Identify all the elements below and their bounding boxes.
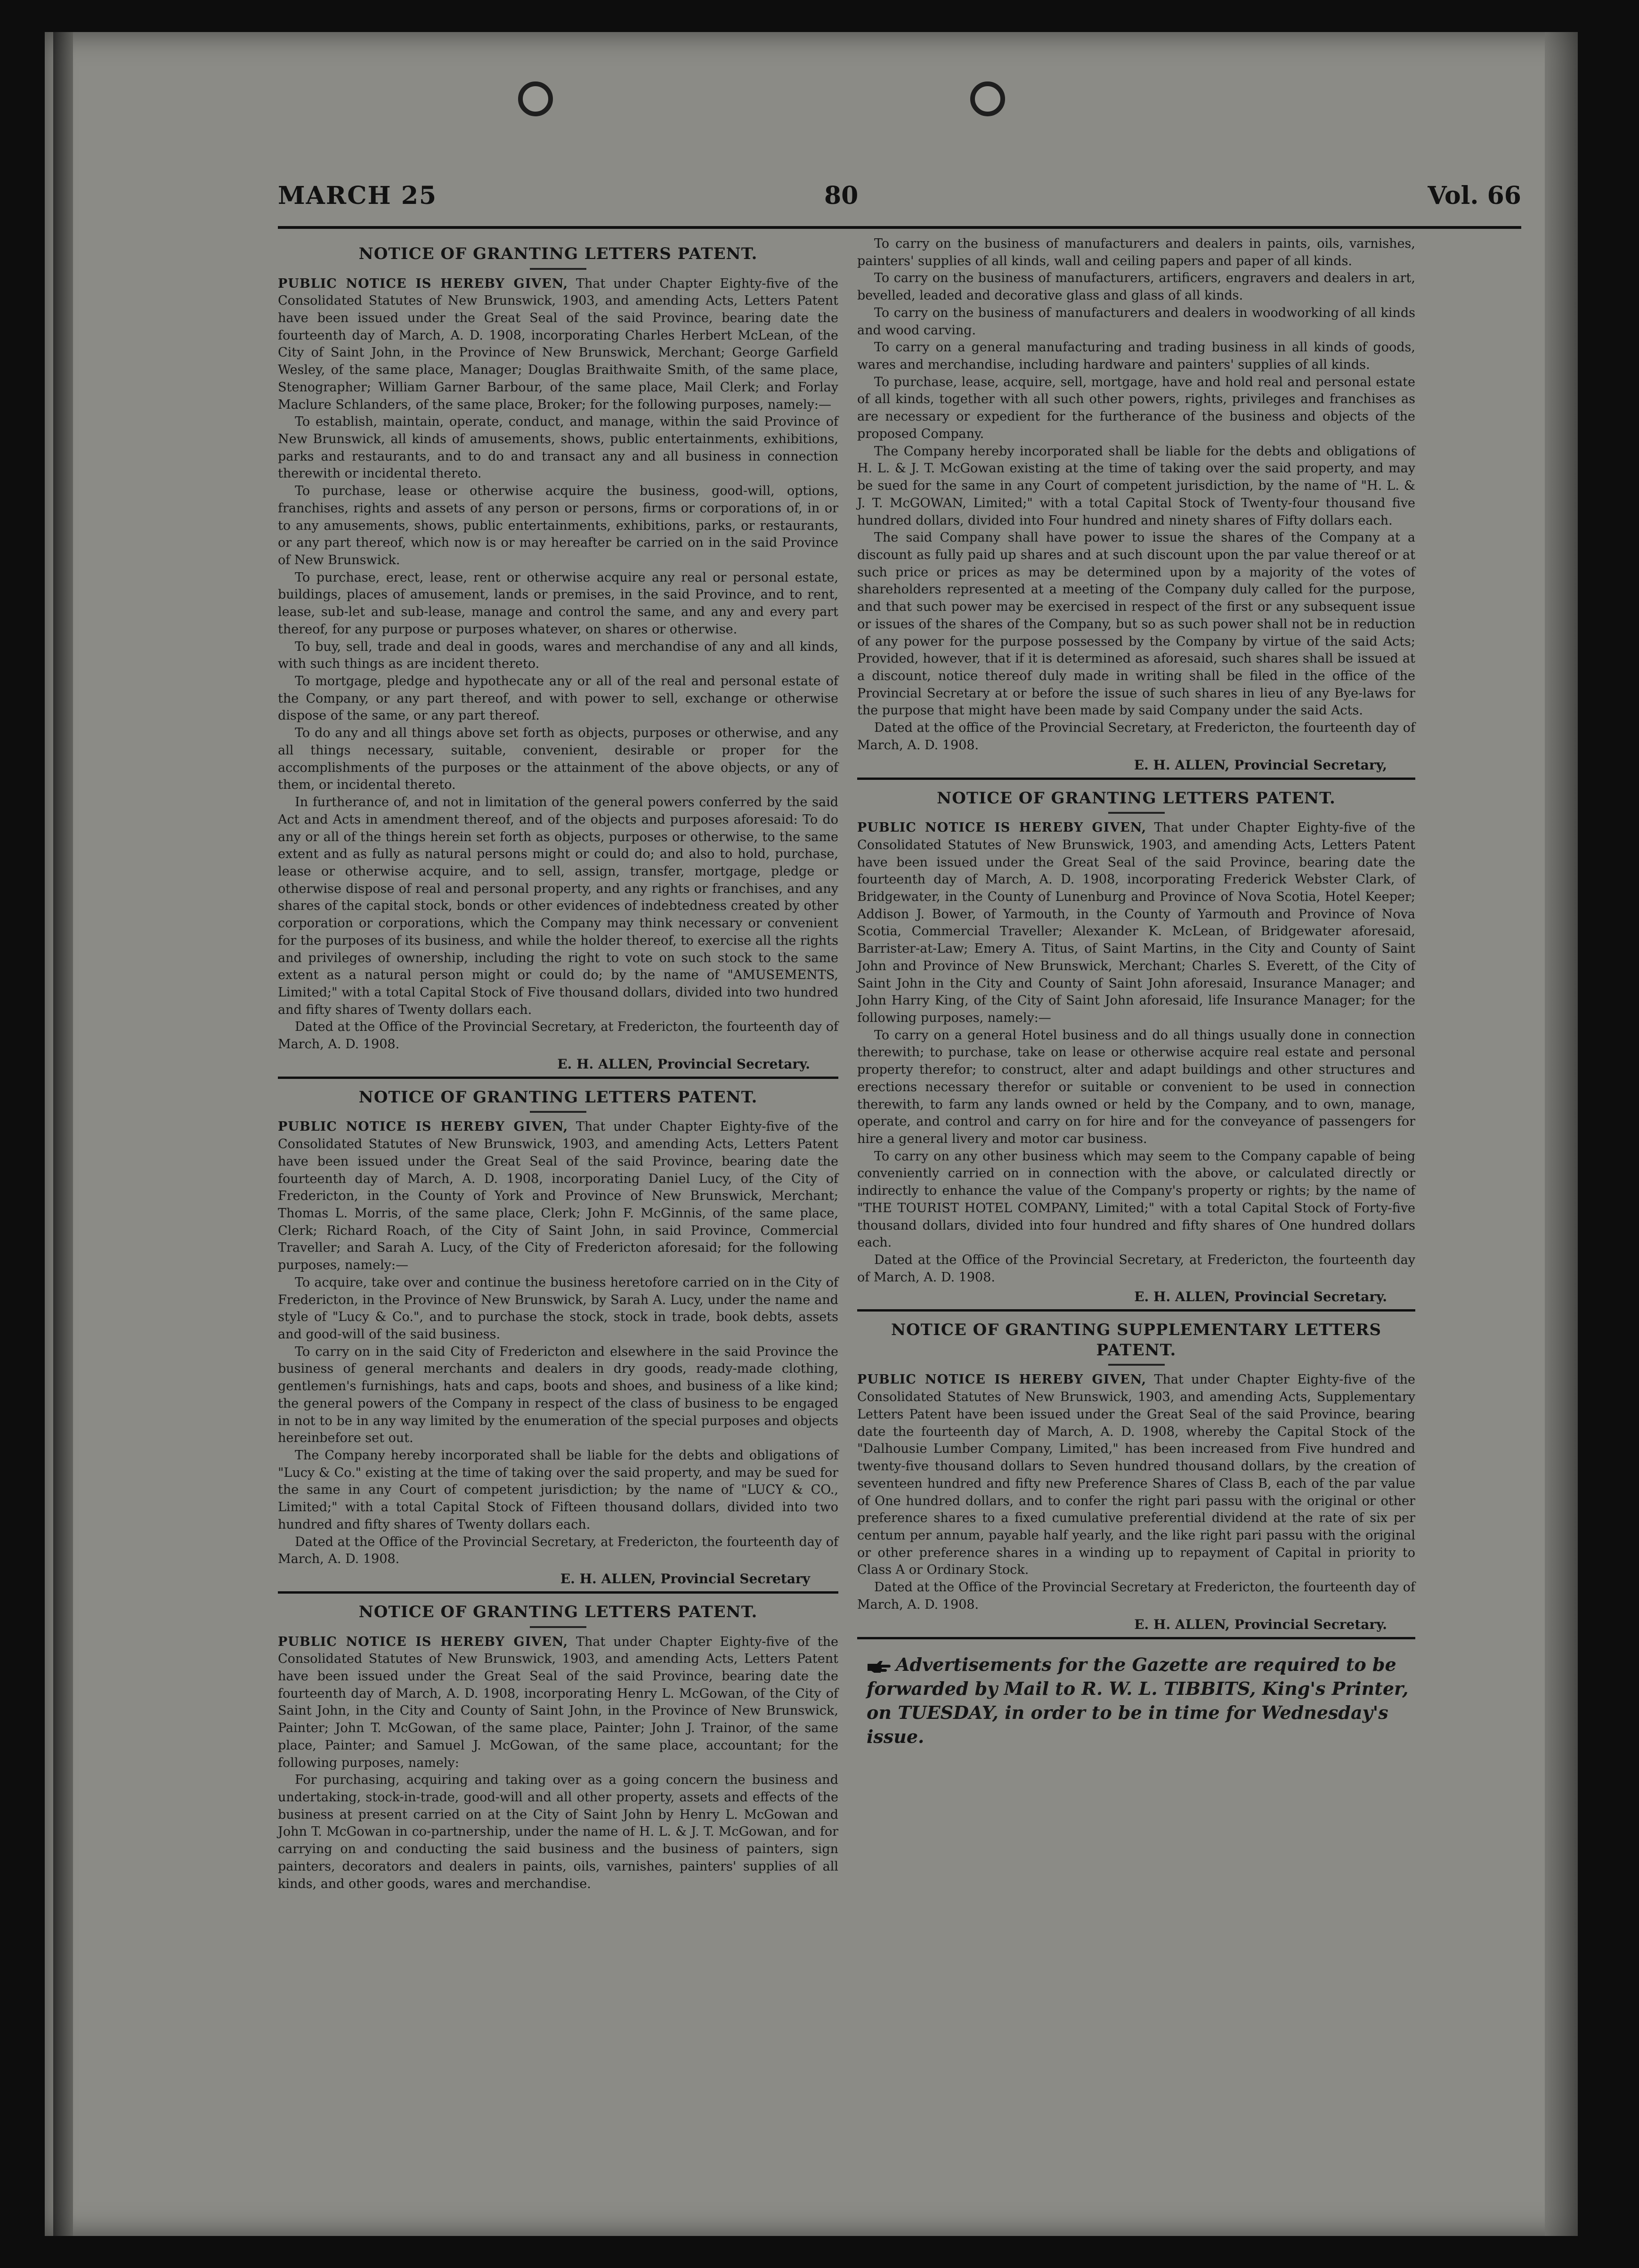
notice-paragraph: To purchase, lease, acquire, sell, mortgage, have and hold real and personal estate of all kinds, together with all such other powers, rights, privileges and franchises as are necessary or expedient for the furtherance of the business and objects of the proposed Company.	[857, 374, 1415, 441]
notice-title: NOTICE OF GRANTING SUPPLEMENTARY LETTERS PATENT.	[891, 1320, 1382, 1360]
section-divider	[278, 1591, 838, 1594]
binding-hole	[518, 81, 553, 116]
notice-lead: PUBLIC NOTICE IS HEREBY GIVEN,	[278, 1119, 568, 1134]
notice-paragraph: The said Company shall have power to issue the shares of the Company at a discount as fully paid up shares and at such discount upon the par value thereof or at such price or prices as may be determined upon by a majority of the votes of shareholders represented at a meeting of the Company duly called for the purpose, and that such power may be exercised in respect of the first or any subsequent issue or issues of the shares of the Company, but so as such power shall not be in reduction of any power for the purpose possessed by the Company by virtue of the said Acts; Provided, however, that if it is determined as aforesaid, such shares shall be issued at a discount, notice thereof duly made in writing shall be filed in the office of the Provincial Secretary at or before the issue of such shares in lieu of any Bye-laws for the purpose that might have been made by said Company under the said Acts.	[857, 530, 1415, 718]
section-divider	[857, 778, 1415, 780]
notice-paragraph: To establish, maintain, operate, conduct, and manage, within the said Province of New Brunswick, all kinds of amusements, shows, public entertainments, exhibitions, parks and restaurants, and to do and transact any and all business in connection therewith or incidental thereto.	[278, 414, 838, 481]
title-rule	[1108, 812, 1165, 814]
notice-paragraph: To mortgage, pledge and hypothecate any or all of the real and personal estate of the Company, or any part thereof, and with power to sell, exchange or otherwise dispose of the same, or any part thereof.	[278, 674, 838, 723]
notice-paragraph: To carry on the business of manufacturers, artificers, engravers and dealers in art, bevelled, leaded and decorative glass and glass of all kinds.	[857, 271, 1415, 303]
pointing-hand-icon	[867, 1658, 891, 1674]
notice-paragraph: PUBLIC NOTICE IS HEREBY GIVEN, That under Chapter Eighty-five of the Consolidated Statutes of New Brunswick, 1903, and amending Acts, Letters Patent have been issued under the Great Seal of the said Province, bearing date the fourteenth day of March, A. D. 1908, incorporating Henry L. McGowan, of the City of Saint John, in the City and County of Saint John, in the Province of New Brunswick, Painter; John T. McGowan, of the same place, Painter; John J. Trainor, of the same place, Painter; and Samuel J. McGowan, of the same place, accountant; for the following purposes, namely:	[278, 1634, 838, 1770]
notice-tourist-hotel	[857, 788, 1415, 1305]
notice-lead: PUBLIC NOTICE IS HEREBY GIVEN,	[278, 276, 568, 291]
notice-paragraph: To acquire, take over and continue the business heretofore carried on in the City of Fredericton, in the Province of New Brunswick, by Sarah A. Lucy, under the name and style of "Lucy & Co.", and to purchase the stock, stock in trade, book debts, assets and good-will of the said business.	[278, 1275, 838, 1342]
notice-paragraph: To purchase, erect, lease, rent or otherwise acquire any real or personal estate, buildings, places of amusement, lands or premises, in the said Province, and to rent, lease, sub-let and sub-lease, manage and control the same, and any and every part thereof, for any purpose or purposes whatever, on shares or otherwise.	[278, 570, 838, 637]
title-rule	[530, 268, 586, 270]
notice-title: NOTICE OF GRANTING LETTERS PATENT.	[937, 788, 1336, 808]
notice-paragraph: PUBLIC NOTICE IS HEREBY GIVEN, That under Chapter Eighty-five of the Consolidated Statutes of New Brunswick, 1903, and amending Acts, Letters Patent have been issued under the Great Seal of the said Province, bearing date the fourteenth day of March, A. D. 1908, incorporating Charles Herbert McLean, of the City of Saint John, in the Province of New Brunswick, Merchant; George Garfield Wesley, of the same place, Manager; Douglas Braithwaite Smith, of the same place, Stenographer; William Garner Barbour, of the same place, Mail Clerk; and Forlay Maclure Schlanders, of the same place, Broker; for the following purposes, namely:—	[278, 276, 838, 412]
advertisement-text: Advertisements for the Gazette are required to be forwarded by Mail to R. W. L. TIBBITS, King's Printer, on TUESDAY, in order to be in time for Wednesday's issue.	[867, 1653, 1409, 1748]
title-rule	[1108, 1364, 1165, 1366]
notice-paragraph: Dated at the Office of the Provincial Secretary, at Fredericton, the fourteenth day of March, A. D. 1908.	[278, 1534, 838, 1567]
notice-lead: PUBLIC NOTICE IS HEREBY GIVEN,	[278, 1634, 568, 1649]
notice-paragraph: For purchasing, acquiring and taking over as a going concern the business and undertaking, stock-in-trade, good-will and all other property, assets and effects of the business at present carried on at the City of Saint John by Henry L. McGowan and John T. McGowan in co-partnership, under the name of H. L. & J. T. McGowan, and for carrying on and conducting the said business and the business of painters, sign painters, decorators and dealers in paints, oils, varnishes, painters' supplies of all kinds, and other goods, wares and merchandise.	[278, 1773, 838, 1891]
notice-paragraph: Dated at the Office of the Provincial Secretary, at Fredericton, the fourteenth day of March, A. D. 1908.	[278, 1020, 838, 1052]
section-divider	[278, 1077, 838, 1079]
notice-mcgowan	[278, 1602, 838, 1893]
advertisement-notice	[857, 1652, 1415, 1749]
notice-signature: E. H. ALLEN, Provincial Secretary.	[1134, 1289, 1387, 1305]
notice-paragraph: PUBLIC NOTICE IS HEREBY GIVEN, That under Chapter Eighty-five of the Consolidated Statutes of New Brunswick, 1903, and amending Acts, Supplementary Letters Patent have been issued under the Great Seal of the said Province, bearing date the fourteenth day of March, A. D. 1908, whereby the Capital Stock of the "Dalhousie Lumber Company, Limited," has been increased from Five hundred and twenty-five thousand dollars to Seven hundred thousand dollars, by the creation of seventeen hundred and fifty new Preference Shares of Class B, each of the par value of One hundred dollars, and to confer the right pari passu with the original or other preference shares to a fixed cumulative preferential dividend at the rate of six per centum per annum, payable half yearly, and the like right pari passu with the original or other preference shares in a winding up to repayment of Capital in priority to Class A or Ordinary Stock.	[857, 1372, 1415, 1578]
notice-signature: E. H. ALLEN, Provincial Secretary.	[1134, 1616, 1387, 1632]
section-divider	[857, 1309, 1415, 1312]
notice-paragraph: Dated at the office of the Provincial Secretary, at Fredericton, the fourteenth day of March, A. D. 1908.	[857, 721, 1415, 753]
notice-paragraph: To carry on in the said City of Fredericton and elsewhere in the said Province the business of general merchants and dealers in dry goods, ready-made clothing, gentlemen's furnishings, hats and caps, boots and shoes, and business of a like kind; the general powers of the Company in respect of the class of business to be engaged in not to be in any way limited by the enumeration of the special purposes and objects hereinbefore set out.	[278, 1344, 838, 1446]
notice-paragraph: To carry on any other business which may seem to the Company capable of being conveniently carried on in connection with the above, or calculated directly or indirectly to enhance the value of the Company's property or rights; by the name of "THE TOURIST HOTEL COMPANY, Limited;" with a total Capital Stock of Forty-five thousand dollars, divided into four hundred and fifty shares of One hundred dollars each.	[857, 1149, 1415, 1250]
notice-lead: PUBLIC NOTICE IS HEREBY GIVEN,	[857, 1372, 1147, 1387]
notice-title: NOTICE OF GRANTING LETTERS PATENT.	[358, 244, 758, 263]
notice-paragraph: To do any and all things above set forth as objects, purposes or otherwise, and any all things necessary, suitable, convenient, desirable or proper for the accomplishments of the purposes or the attainment of the above objects, or any of them, or incidental thereto.	[278, 726, 838, 793]
notice-paragraph: Dated at the Office of the Provincial Secretary, at Fredericton, the fourteenth day of March, A. D. 1908.	[857, 1253, 1415, 1285]
title-rule	[530, 1111, 586, 1113]
notice-title: NOTICE OF GRANTING LETTERS PATENT.	[358, 1087, 758, 1107]
volume-number: Vol. 66	[1428, 181, 1521, 210]
notice-title: NOTICE OF GRANTING LETTERS PATENT.	[358, 1603, 758, 1622]
notice-paragraph: To carry on the business of manufacturers and dealers in woodworking of all kinds and wood carving.	[857, 305, 1415, 338]
notice-paragraph: In furtherance of, and not in limitation of the general powers conferred by the said Act and Acts in amendment thereof, and of the objects and purposes aforesaid: To do any or all of the things herein set forth as objects, purposes or otherwise, to the same extent and as fully as natural persons might or could do; and also to hold, purchase, lease or otherwise acquire, and to sell, assign, transfer, mortgage, pledge or otherwise dispose of real and personal property, and any rights or franchises, and any shares of the capital stock, bonds or other evidences of indebtedness created by other corporation or corporations, which the Company may think necessary or convenient for the purposes of its business, and while the holder thereof, to exercise all the rights and privileges of ownership, including the right to vote on such stock to the same extent as a natural person might or could do; by the name of "AMUSEMENTS, Limited;" with a total Capital Stock of Five thousand dollars, divided into two hundred and fifty shares of Twenty dollars each.	[278, 795, 838, 1017]
notice-lead: PUBLIC NOTICE IS HEREBY GIVEN,	[857, 820, 1147, 835]
notice-paragraph: To carry on a general manufacturing and trading business in all kinds of goods, wares and merchandise, including hardware and painters' supplies of all kinds.	[857, 340, 1415, 373]
notice-paragraph: PUBLIC NOTICE IS HEREBY GIVEN, That under Chapter Eighty-five of the Consolidated Statutes of New Brunswick, 1903, and amending Acts, Letters Patent have been issued under the Great Seal of the said Province, bearing date the fourteenth day of March, A. D. 1908, incorporating Daniel Lucy, of the City of Fredericton, in the County of York and Province of New Brunswick, Merchant; Thomas L. Morris, of the same place, Clerk; John F. McGinnis, of the same place, Clerk; Richard Roach, of the City of Saint John, in said Province, Commercial Traveller; and Sarah A. Lucy, of the City of Fredericton aforesaid; for the following purposes, namely:—	[278, 1119, 838, 1273]
notice-paragraph: To buy, sell, trade and deal in goods, wares and merchandise of any and all kinds, with such things as are incident thereto.	[278, 639, 838, 672]
notice-signature: E. H. ALLEN, Provincial Secretary.	[557, 1056, 810, 1072]
page-edge-left	[53, 32, 73, 2236]
notice-paragraph: PUBLIC NOTICE IS HEREBY GIVEN, That under Chapter Eighty-five of the Consolidated Statutes of New Brunswick, 1903, and amending Acts, Letters Patent have been issued under the Great Seal of the said Province, bearing date the fourteenth day of March, A. D. 1908, incorporating Frederick Webster Clark, of Bridgewater, in the County of Lunenburg and Province of Nova Scotia, Hotel Keeper; Addison J. Bower, of Yarmouth, in the County of Yarmouth and Province of Nova Scotia, Commercial Traveller; Alexander K. McLean, of Bridgewater aforesaid, Barrister-at-Law; Emery A. Titus, of Saint Martins, in the City and County of Saint John and Province of New Brunswick, Merchant; Charles S. Everett, of the City of Saint John in the City and County of Saint John aforesaid, Insurance Manager; and John Harry King, of the City of Saint John aforesaid, life Insurance Manager; for the following purposes, namely:—	[857, 820, 1415, 1025]
notice-paragraph: To purchase, lease or otherwise acquire the business, good-will, options, franchises, rights and assets of any person or persons, firms or corporations of, in or to any amusements, shows, public entertainments, exhibitions, parks, or restaurants, or any part thereof, which now is or may hereafter be carried on in the said Province of New Brunswick.	[278, 484, 838, 567]
title-rule	[530, 1626, 586, 1628]
page-header	[264, 181, 1521, 219]
page-number: 80	[824, 181, 859, 210]
notice-dalhousie-supplementary	[857, 1320, 1415, 1632]
left-column	[278, 235, 838, 1893]
notice-paragraph: To carry on the business of manufacturers and dealers in paints, oils, varnishes, painters' supplies of all kinds, wall and ceiling papers and paper of all kinds.	[857, 236, 1415, 268]
section-divider	[857, 1637, 1415, 1639]
header-rule	[278, 226, 1521, 229]
notice-signature: E. H. ALLEN, Provincial Secretary,	[1134, 757, 1387, 773]
page-edge-right	[1545, 32, 1578, 2236]
notice-paragraph: The Company hereby incorporated shall be liable for the debts and obligations of H. L. & J. T. McGowan existing at the time of taking over the said property, and may be sued for the same in any Court of competent jurisdiction, by the name of "H. L. & J. T. McGOWAN, Limited;" with a total Capital Stock of Twenty-four thousand five hundred dollars, divided into Four hundred and ninety shares of Fifty dollars each.	[857, 444, 1415, 528]
notice-paragraph: The Company hereby incorporated shall be liable for the debts and obligations of "Lucy & Co." existing at the time of taking over the said property, and may be sued for the same in any Court of competent jurisdiction; by the name of "LUCY & CO., Limited;" with a total Capital Stock of Fifteen thousand dollars, divided into two hundred and fifty shares of Twenty dollars each.	[278, 1448, 838, 1532]
issue-date: MARCH 25	[278, 181, 438, 210]
notice-amusements	[278, 244, 838, 1072]
notice-paragraph: Dated at the Office of the Provincial Secretary at Fredericton, the fourteenth day of March, A. D. 1908.	[857, 1580, 1415, 1612]
notice-signature: E. H. ALLEN, Provincial Secretary	[560, 1571, 810, 1587]
binding-hole	[970, 81, 1005, 116]
notice-paragraph: To carry on a general Hotel business and do all things usually done in connection therewith; to purchase, take on lease or otherwise acquire real estate and personal property therefor; to construct, alter and adapt buildings and other structures and erections necessary therefor or suitable or convenient to be used in connection therewith, to farm any lands owned or held by the Company, and to own, manage, operate, and control and carry on for hire and for the conveyance of passengers for hire a general livery and motor car business.	[857, 1028, 1415, 1146]
right-column	[857, 235, 1415, 1749]
notice-lucy-co	[278, 1087, 838, 1587]
notice-mcgowan-continued	[857, 235, 1415, 773]
